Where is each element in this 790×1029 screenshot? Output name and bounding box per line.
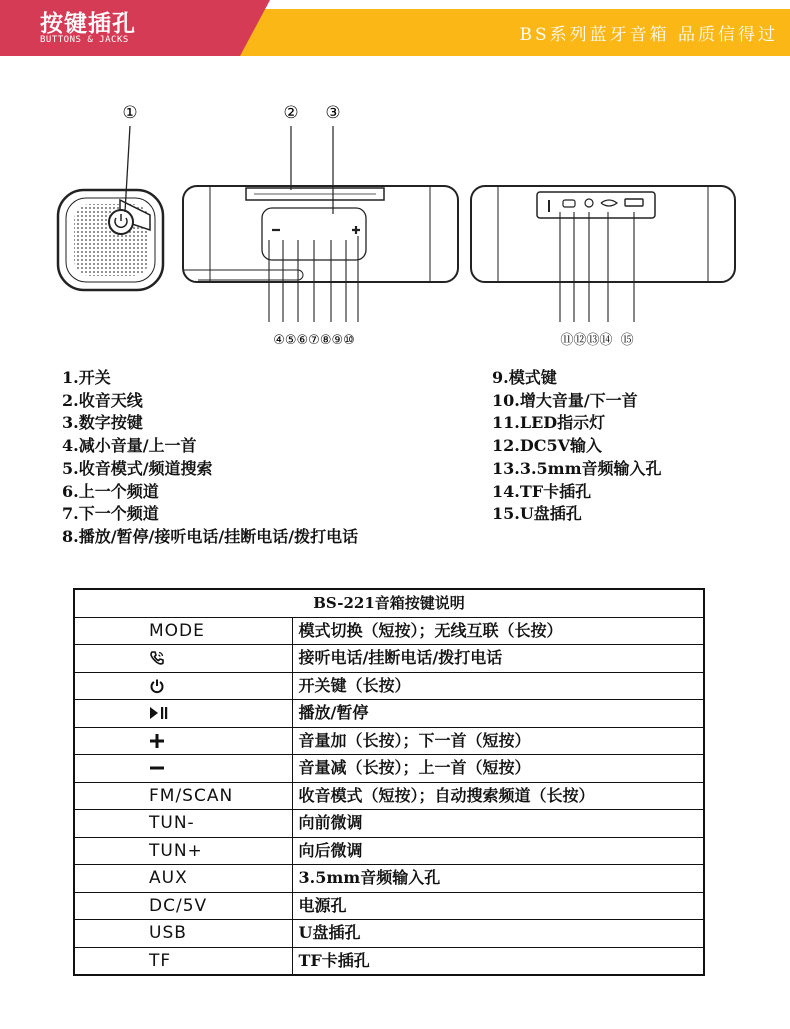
table-desc: 音量减（长按）；上一首（短按）: [292, 755, 704, 783]
table-desc: 接听电话/挂断电话/拨打电话: [292, 645, 704, 673]
table-row: [74, 645, 704, 673]
legend-item: 15.U盘插孔: [492, 504, 582, 524]
power-icon: [149, 678, 165, 694]
play-pause-icon: [149, 705, 169, 721]
table-desc: 3.5mm音频输入孔: [292, 865, 704, 893]
table-row: [74, 782, 704, 810]
table-key: USB: [74, 920, 292, 948]
table-key: [74, 727, 292, 755]
legend-item: 13.3.5mm音频输入孔: [492, 458, 662, 478]
legend-left: [62, 367, 358, 549]
speaker-side-view: [58, 126, 163, 290]
callout-11-15: ⑪⑫⑬⑭ ⑮: [560, 333, 634, 348]
plus-icon: [149, 733, 165, 749]
table-desc: 开关键（长按）: [292, 672, 704, 700]
table-key: [74, 700, 292, 728]
table-row: [74, 865, 704, 893]
table-desc: U盘插孔: [292, 920, 704, 948]
legend-item: 10.增大音量/下一首: [492, 390, 638, 410]
table-desc: TF卡插孔: [292, 947, 704, 975]
legend-item: 4.减小音量/上一首: [62, 436, 197, 456]
speaker-rear-view: [471, 186, 735, 322]
speaker-front-view: [183, 126, 458, 322]
table-key: FM/SCAN: [74, 782, 292, 810]
banner-title: 按键插孔: [40, 11, 136, 37]
callout-4-10: ④⑤⑥⑦⑧⑨⑩: [273, 333, 355, 348]
product-diagram: [0, 90, 790, 360]
legend-item: 6.上一个频道: [62, 481, 159, 501]
button-spec-table: [73, 588, 705, 976]
legend-item: 14.TF卡插孔: [492, 481, 592, 501]
table-key: TF: [74, 947, 292, 975]
legend-item: 3.数字按键: [62, 413, 143, 433]
table-title-row: [74, 589, 704, 617]
table-key: [74, 755, 292, 783]
table-key: TUN+: [74, 837, 292, 865]
table-key: DC/5V: [74, 892, 292, 920]
legend-right: [492, 367, 662, 526]
table-key: AUX: [74, 865, 292, 893]
table-key: TUN-: [74, 810, 292, 838]
table-row: [74, 700, 704, 728]
table-row: [74, 810, 704, 838]
power-button-side: [109, 210, 133, 234]
callout-2: ②: [283, 103, 299, 123]
table-row: [74, 947, 704, 975]
table-desc: 收音模式（短按）；自动搜索频道（长按）: [292, 782, 704, 810]
legend-item: 5.收音模式/频道搜索: [62, 458, 213, 478]
table-row: [74, 920, 704, 948]
header-banner: [0, 0, 790, 56]
table-row: [74, 617, 704, 645]
table-desc: 向前微调: [292, 810, 704, 838]
legend-item: 11.LED指示灯: [492, 413, 606, 433]
table-desc: 向后微调: [292, 837, 704, 865]
table-key: [74, 672, 292, 700]
table-row: [74, 755, 704, 783]
table-desc: 播放/暂停: [292, 700, 704, 728]
legend-item: 8.播放/暂停/接听电话/挂断电话/拨打电话: [62, 526, 359, 546]
phone-icon: [149, 650, 165, 666]
callout-3: ③: [325, 103, 341, 123]
minus-icon: [149, 760, 165, 776]
table-row: [74, 892, 704, 920]
legend-item: 9.模式键: [492, 368, 557, 387]
table-row: [74, 727, 704, 755]
legend-item: 7.下一个频道: [62, 504, 159, 524]
legend-item: 2.收音天线: [62, 390, 143, 410]
callout-1: ①: [122, 103, 138, 123]
legend-item: 12.DC5V输入: [492, 436, 602, 456]
legend-item: 1.开关: [62, 368, 111, 387]
table-row: [74, 837, 704, 865]
banner-slogan: BS系列蓝牙音箱 品质信得过: [519, 25, 778, 45]
banner-subtitle: BUTTONS & JACKS: [40, 35, 129, 45]
table-desc: 模式切换（短按）；无线互联（长按）: [292, 617, 704, 645]
table-desc: 电源孔: [292, 892, 704, 920]
table-key: MODE: [74, 617, 292, 645]
table-key: [74, 645, 292, 673]
table-desc: 音量加（长按）；下一首（短按）: [292, 727, 704, 755]
table-row: [74, 672, 704, 700]
table-title: BS-221音箱按键说明: [74, 589, 704, 617]
